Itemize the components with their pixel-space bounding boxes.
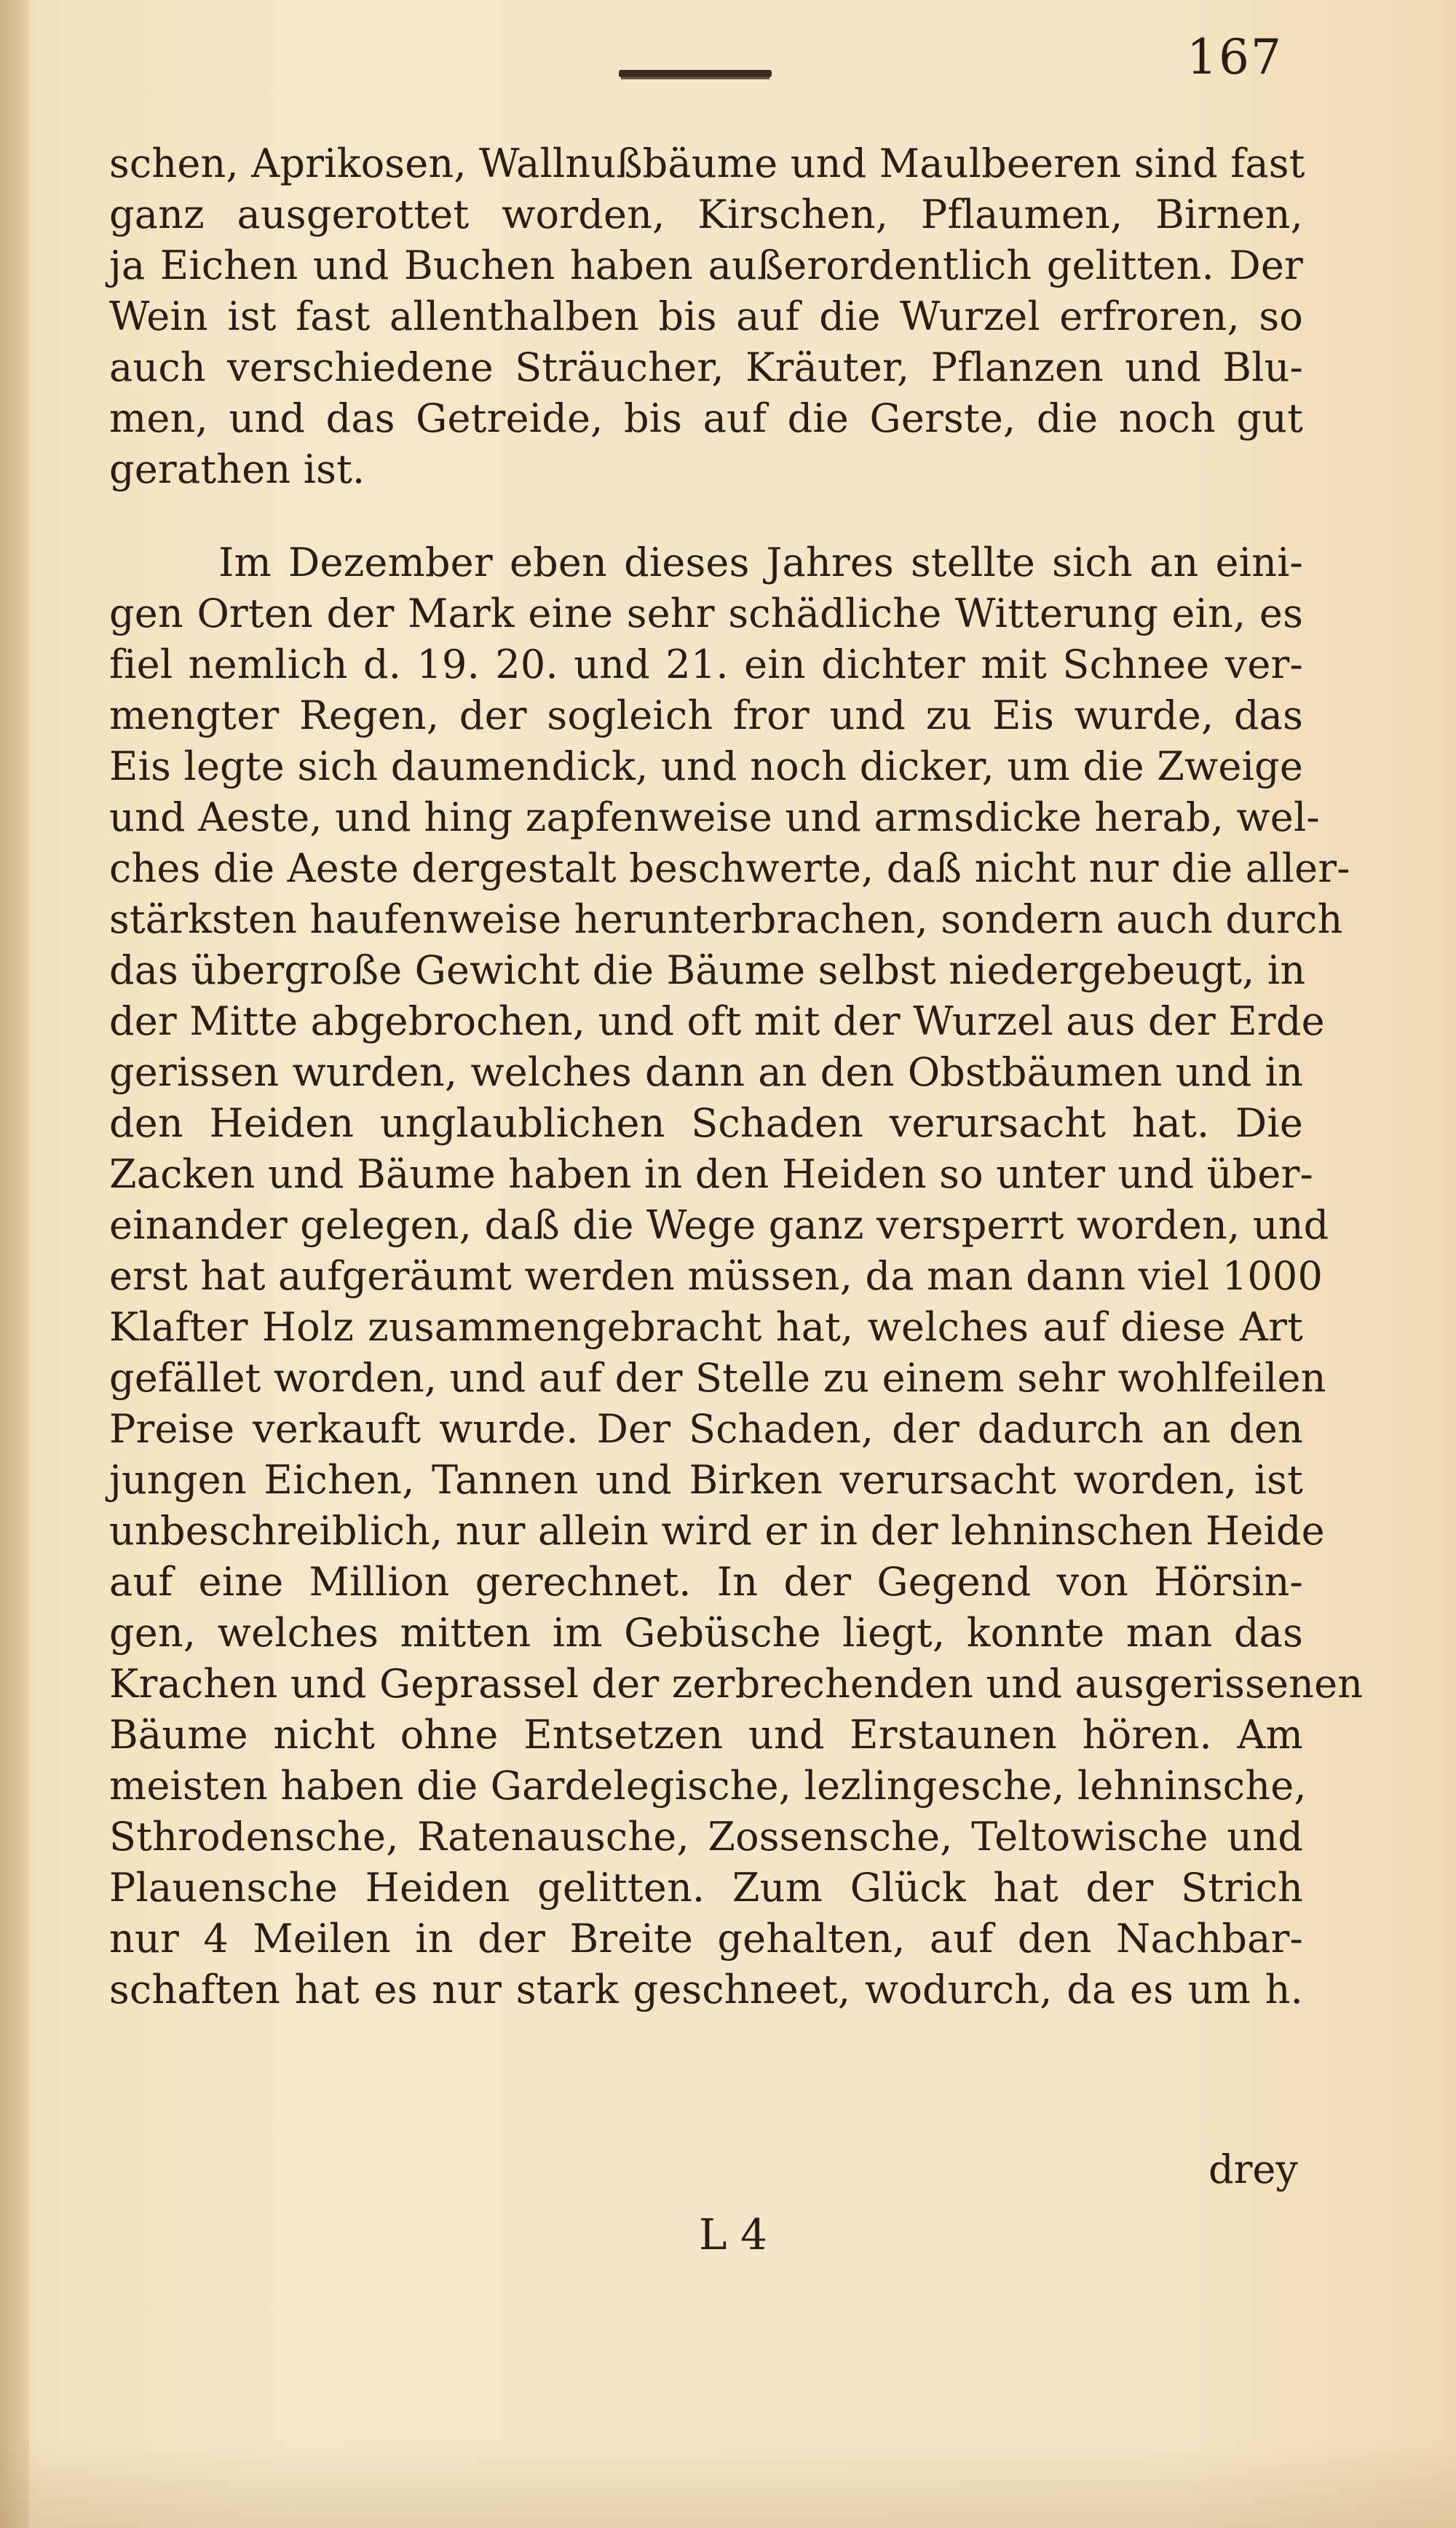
- text-line: Preise verkauft wurde. Der Schaden, der dadurch an den: [109, 1406, 1303, 1452]
- text-line: das übergroße Gewicht die Bäume selbst niedergebeugt, in: [109, 947, 1306, 993]
- page-number: 167: [1187, 29, 1283, 85]
- text-line: ganz ausgerottet worden, Kirschen, Pflaumen, Birnen,: [109, 191, 1303, 237]
- signature-mark: L 4: [699, 2210, 767, 2259]
- text-line: nur 4 Meilen in der Breite gehalten, auf den Nachbar-: [109, 1916, 1303, 1962]
- paragraph-gap: [109, 495, 1303, 537]
- text-line: schen, Aprikosen, Wallnußbäume und Maulbeeren sind fast: [109, 141, 1305, 186]
- text-line: meisten haben die Gardelegische, lezlingesche, lehninsche,: [109, 1763, 1307, 1809]
- text-line: ja Eichen und Buchen haben außerordentlich gelitten. Der: [109, 242, 1303, 288]
- text-line: gen Orten der Mark eine sehr schädliche Witterung ein, es: [109, 590, 1303, 636]
- text-line: ches die Aeste dergestalt beschwerte, daß nicht nur die aller-: [109, 845, 1350, 891]
- text-line: men, und das Getreide, bis auf die Gerste, die noch gut: [109, 395, 1303, 441]
- catchword: drey: [1208, 2146, 1298, 2192]
- text-line: und Aeste, und hing zapfenweise und armsdicke herab, wel-: [109, 794, 1320, 840]
- text-line: Krachen und Geprassel der zerbrechenden und ausgerissenen: [109, 1661, 1364, 1707]
- main-text: [109, 138, 1364, 2015]
- text-line: einander gelegen, daß die Wege ganz versperrt worden, und: [109, 1202, 1329, 1248]
- text-line: Eis legte sich daumendick, und noch dicker, um die Zweige: [109, 743, 1303, 789]
- page-bottom-shadow: [0, 2441, 1456, 2528]
- page-gutter-shadow: [0, 0, 29, 2528]
- text-line: Zacken und Bäume haben in den Heiden so unter und über-: [109, 1151, 1313, 1197]
- text-line: auf eine Million gerechnet. In der Gegend von Hörsin-: [109, 1559, 1303, 1605]
- text-line: den Heiden unglaublichen Schaden verursacht hat. Die: [109, 1100, 1303, 1146]
- text-line: Plauensche Heiden gelitten. Zum Glück hat der Strich: [109, 1865, 1303, 1911]
- header-ornament-rule: [619, 70, 772, 77]
- text-line: gen, welches mitten im Gebüsche liegt, konnte man das: [109, 1610, 1303, 1656]
- text-line: gerissen wurden, welches dann an den Obstbäumen und in: [109, 1049, 1303, 1095]
- text-line: auch verschiedene Sträucher, Kräuter, Pflanzen und Blu-: [109, 344, 1303, 390]
- text-line: gerathen ist.: [109, 446, 365, 492]
- text-line: mengter Regen, der sogleich fror und zu Eis wurde, das: [109, 692, 1303, 738]
- text-line: Im Dezember eben dieses Jahres stellte sich an eini-: [218, 540, 1303, 585]
- text-line: gefället worden, und auf der Stelle zu einem sehr wohlfeilen: [109, 1355, 1326, 1401]
- text-line: der Mitte abgebrochen, und oft mit der Wurzel aus der Erde: [109, 998, 1325, 1044]
- text-line: Wein ist fast allenthalben bis auf die Wurzel erfroren, so: [109, 293, 1303, 339]
- text-line: schaften hat es nur stark geschneet, wodurch, da es um h.: [109, 1967, 1303, 2012]
- text-line: unbeschreiblich, nur allein wird er in der lehninschen Heide: [109, 1508, 1325, 1554]
- text-line: erst hat aufgeräumt werden müssen, da man dann viel 1000: [109, 1253, 1324, 1299]
- text-line: fiel nemlich d. 19. 20. und 21. ein dichter mit Schnee ver-: [109, 641, 1303, 687]
- text-line: Bäume nicht ohne Entsetzen und Erstaunen hören. Am: [109, 1712, 1303, 1758]
- text-line: Sthrodensche, Ratenausche, Zossensche, Teltowische und: [109, 1814, 1303, 1860]
- text-line: jungen Eichen, Tannen und Birken verursacht worden, ist: [109, 1457, 1303, 1503]
- text-line: stärksten haufenweise herunterbrachen, sondern auch durch: [109, 896, 1343, 942]
- text-line: Klafter Holz zusammengebracht hat, welches auf diese Art: [109, 1304, 1303, 1350]
